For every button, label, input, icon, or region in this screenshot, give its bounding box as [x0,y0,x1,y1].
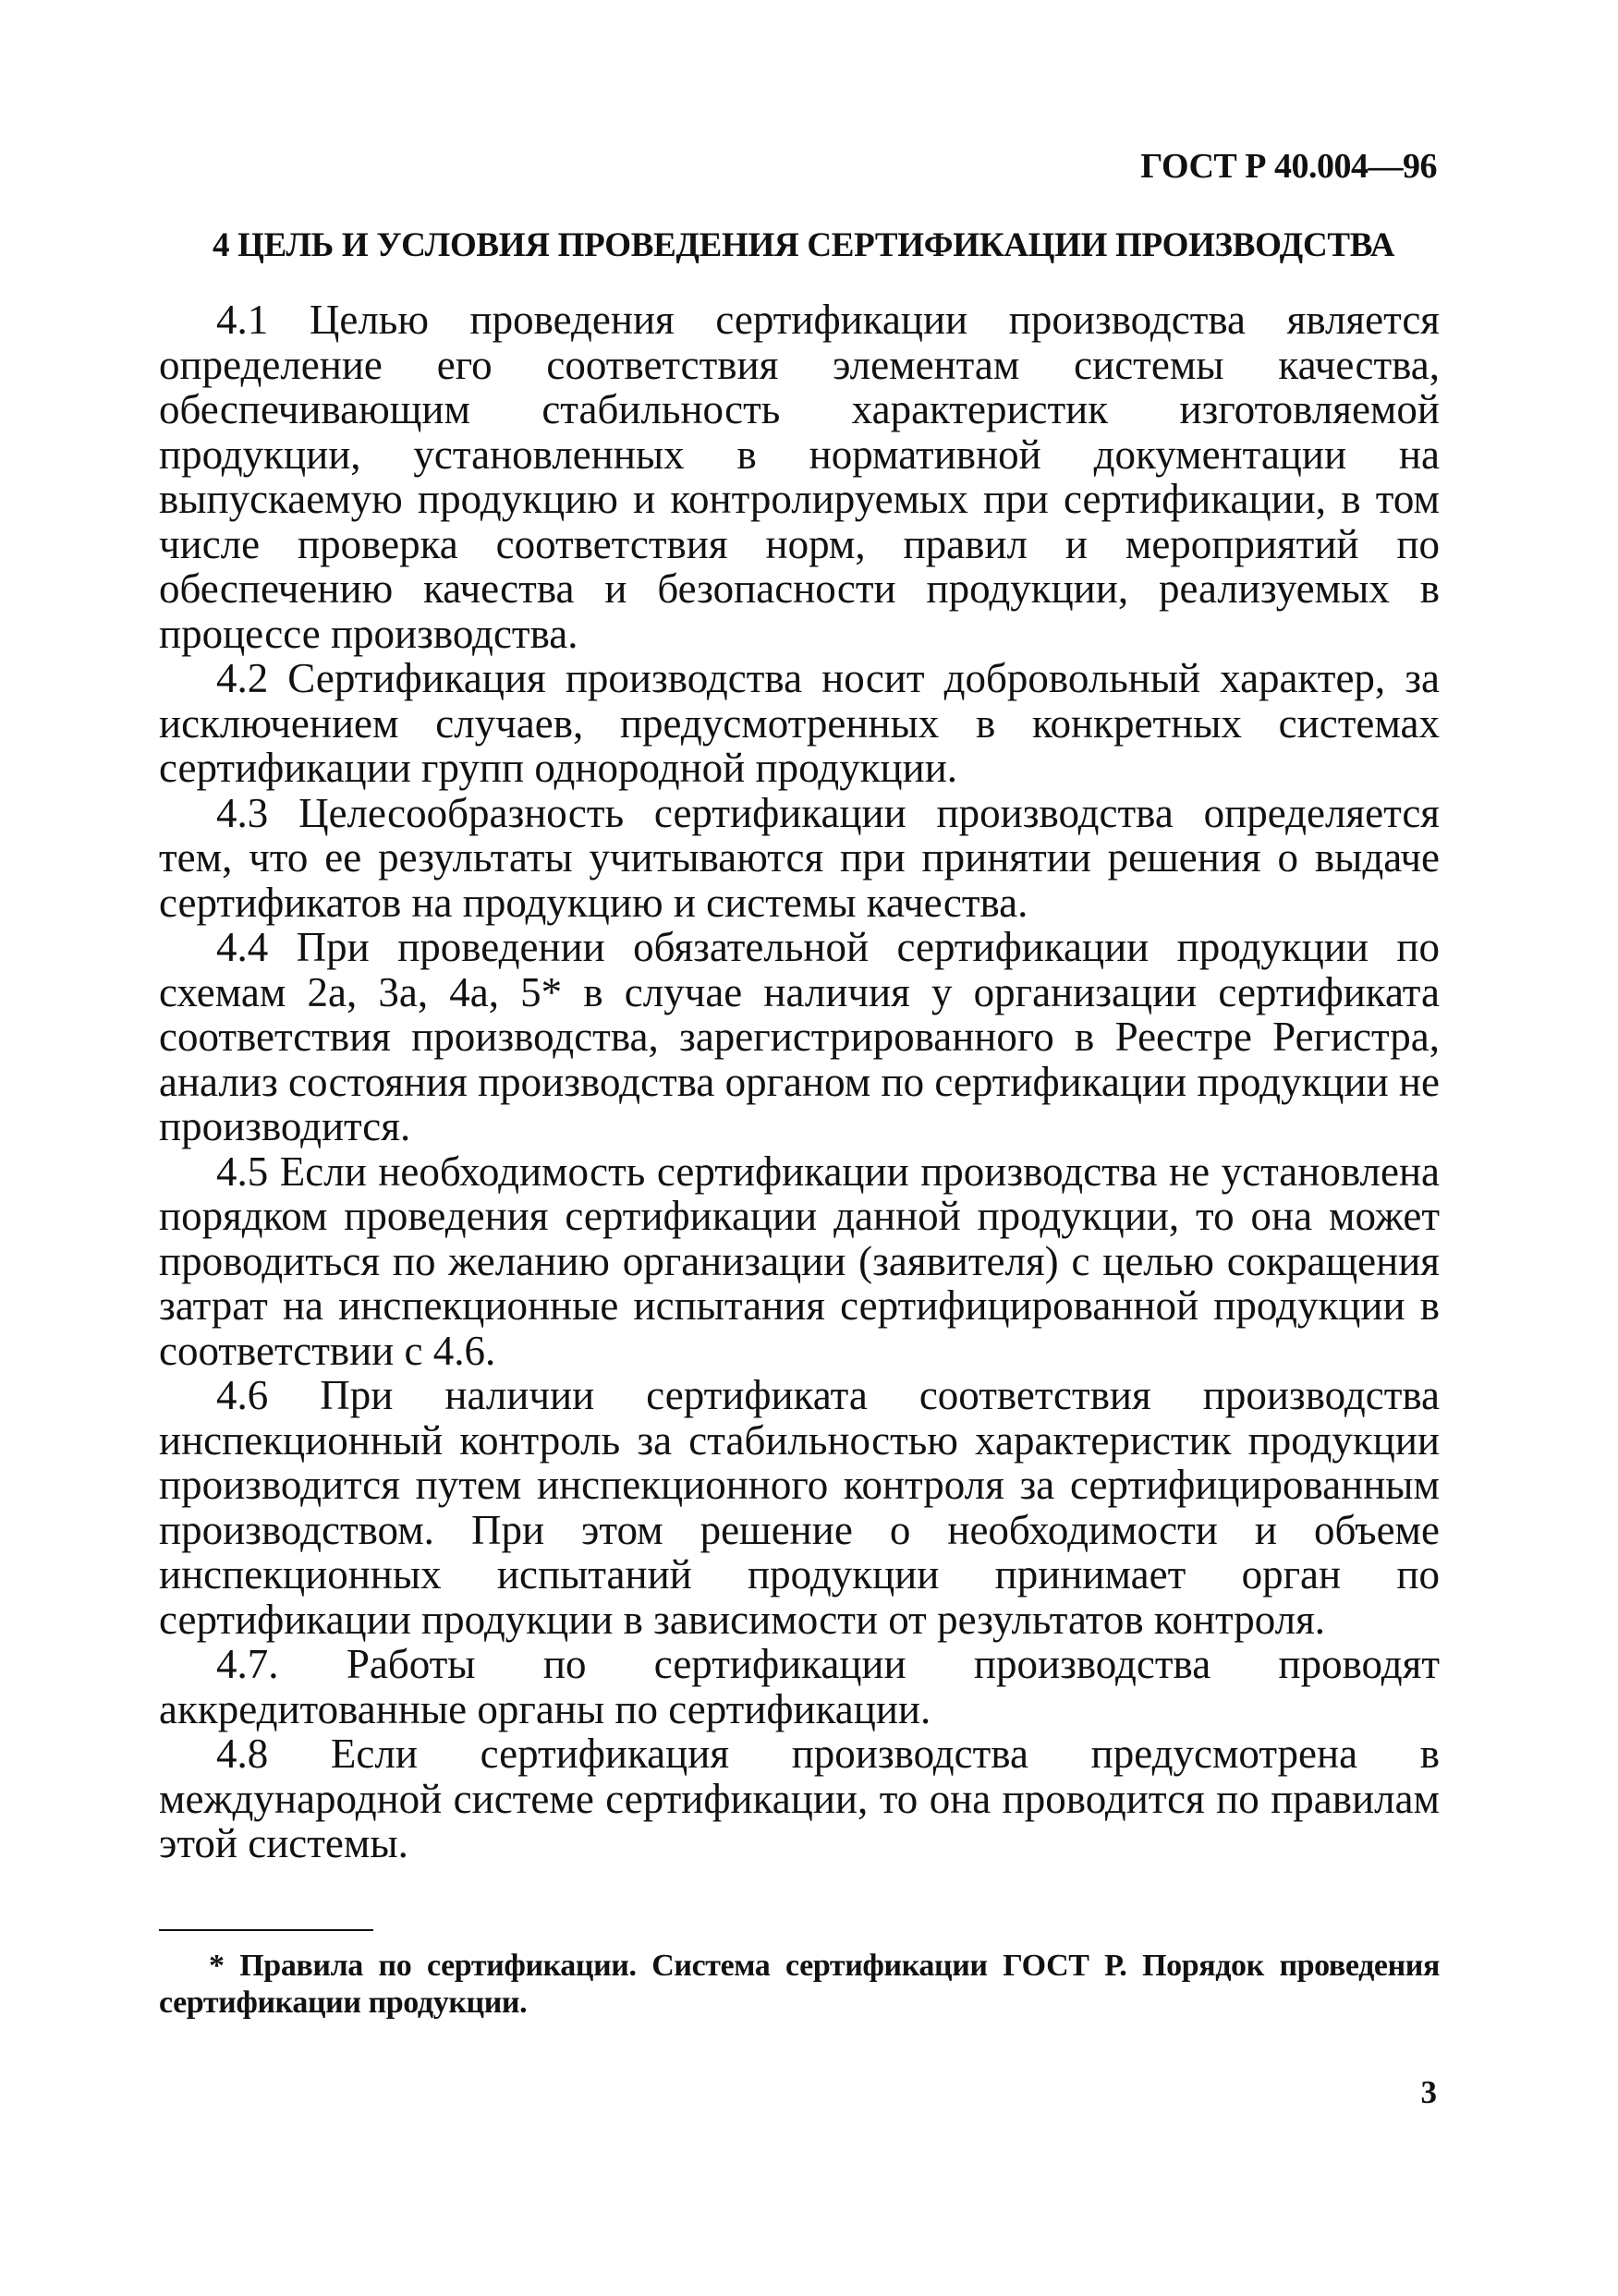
paragraph-4-4: 4.4 При проведении обязательной сертификации продукции по схемам 2а, 3а, 4а, 5* в случае наличия у организации сертификата соответствия производства, зарегистрированного в Реестре Регистра, анализ состояния производства органом по сертификации продукции не производится. [159,924,1440,1149]
footnote: * Правила по сертификации. Система сертификации ГОСТ Р. Порядок проведения сертификации продукции. [159,1949,1440,2020]
paragraph-4-8: 4.8 Если сертификация производства предусмотрена в международной системе сертификации, то она проводится по правилам этой системы. [159,1731,1440,1866]
paragraph-4-5: 4.5 Если необходимость сертификации производства не установлена порядком проведения сертификации данной продукции, то она может проводиться по желанию организации (заявителя) с целью сокращения затрат на инспекционные испытания сертифицированной продукции в соответствии с 4.6. [159,1148,1440,1374]
document-code: ГОСТ Р 40.004—96 [1140,147,1437,186]
paragraph-4-1: 4.1 Целью проведения сертификации производства является определение его соответствия элементам системы качества, обеспечивающим стабильность характеристик изготовляемой продукции, установленных в нормативной документации на выпускаемую продукцию и контролируемых при сертификации, в том числе проверка соответствия норм, правил и мероприятий по обеспечению качества и безопасности продукции, реализуемых в процессе производства. [159,297,1440,657]
page-number: 3 [1420,2074,1437,2110]
section-body [159,298,1440,1866]
footnote-divider [159,1929,373,1931]
paragraph-4-6: 4.6 При наличии сертификата соответствия производства инспекционный контроль за стабильностью характеристик продукции производится путем инспекционного контроля за сертифицированным производством. При этом решение о необходимости и объеме инспекционных испытаний продукции принимает орган по сертификации продукции в зависимости от результатов контроля. [159,1372,1440,1643]
paragraph-4-2: 4.2 Сертификация производства носит добровольный характер, за исключением случаев, предусмотренных в конкретных системах сертификации групп однородной продукции. [159,655,1440,791]
paragraph-4-3: 4.3 Целесообразность сертификации производства определяется тем, что ее результаты учитываются при принятии решения о выдаче сертификатов на продукцию и системы качества. [159,789,1440,926]
section-title: 4 ЦЕЛЬ И УСЛОВИЯ ПРОВЕДЕНИЯ СЕРТИФИКАЦИИ ПРОИЗВОДСТВА [213,226,1395,264]
paragraph-4-7: 4.7. Работы по сертификации производства проводят аккредитованные органы по сертификации. [159,1641,1440,1732]
